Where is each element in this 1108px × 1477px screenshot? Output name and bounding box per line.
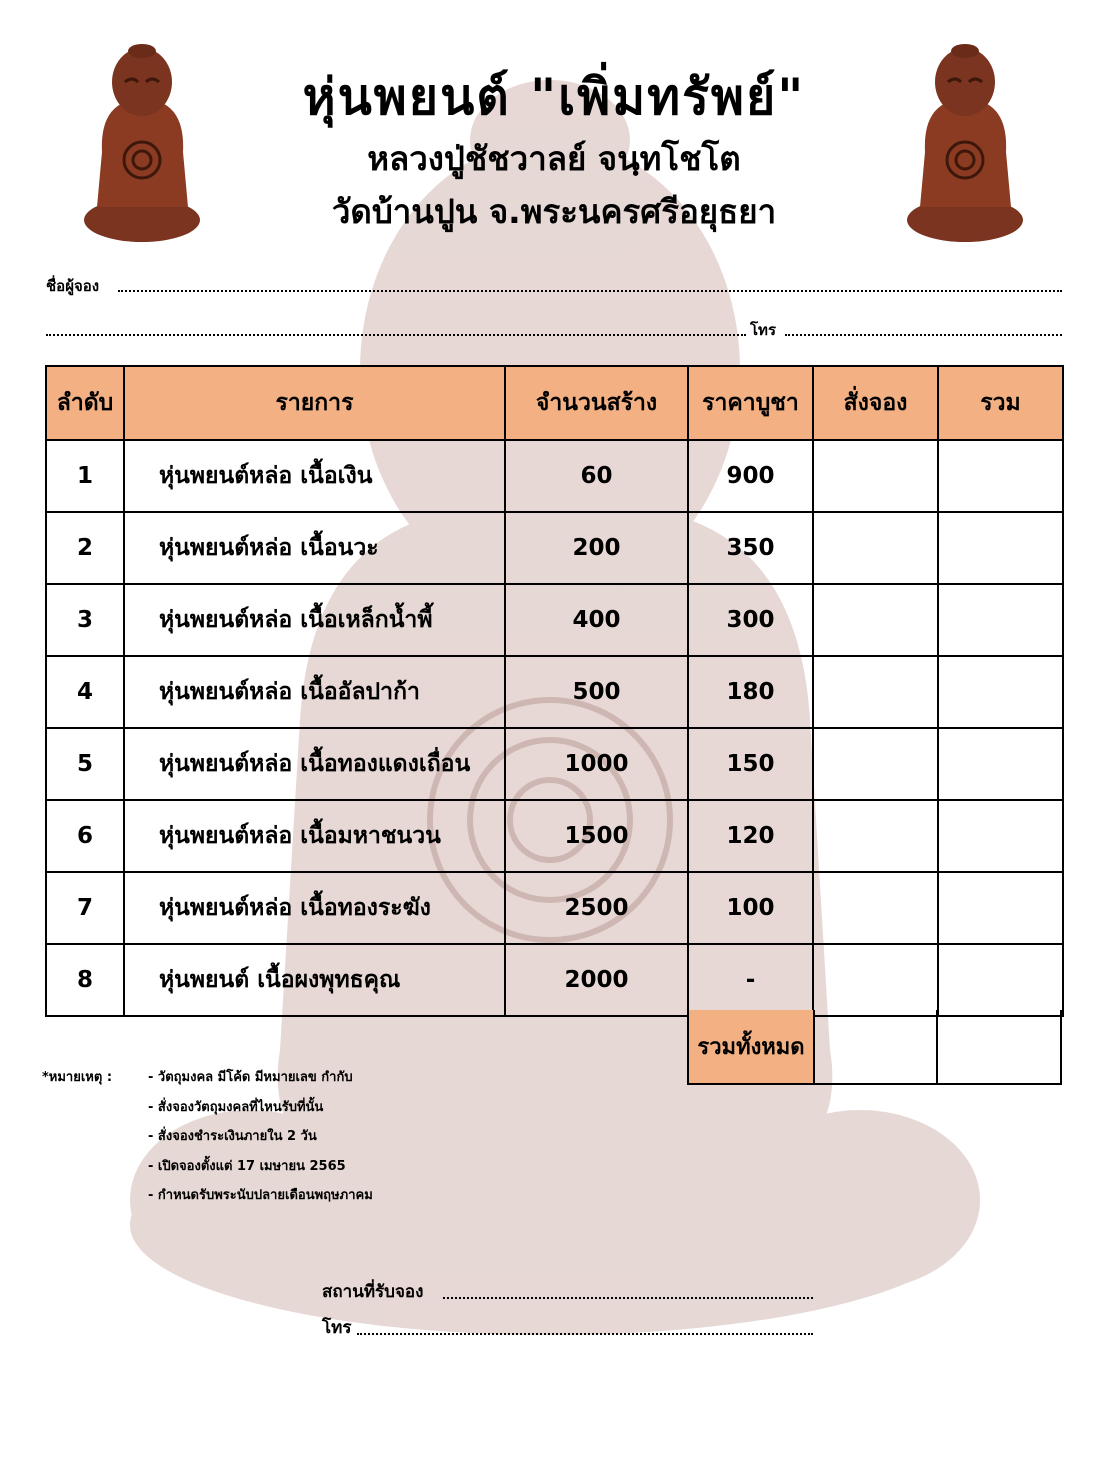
row-item: หุ่นพยนต์หล่อ เนื้อมหาชนวน — [124, 800, 505, 872]
phone-field[interactable] — [785, 334, 1062, 336]
row-no: 2 — [46, 512, 124, 584]
footer-phone-field[interactable] — [357, 1333, 813, 1335]
row-item: หุ่นพยนต์หล่อ เนื้อเงิน — [124, 440, 505, 512]
row-no: 8 — [46, 944, 124, 1016]
row-qty: 2500 — [505, 872, 688, 944]
notes-list — [148, 1066, 373, 1214]
row-no: 5 — [46, 728, 124, 800]
row-order-cell[interactable] — [813, 440, 938, 512]
name-label: ชื่อผู้จอง — [46, 277, 100, 295]
row-total-cell[interactable] — [938, 440, 1063, 512]
note-item: - สั่งจองชำระเงินภายใน 2 วัน — [148, 1129, 317, 1144]
row-price: - — [688, 944, 813, 1016]
row-item: หุ่นพยนต์หล่อ เนื้อทองแดงเถื่อน — [124, 728, 505, 800]
col-header-no: ลำดับ — [46, 366, 124, 440]
row-order-cell[interactable] — [813, 656, 938, 728]
note-item: - กำหนดรับพระนับปลายเดือนพฤษภาคม — [148, 1188, 373, 1203]
row-item: หุ่นพยนต์ เนื้อผงพุทธคุณ — [124, 944, 505, 1016]
row-price: 180 — [688, 656, 813, 728]
row-item: หุ่นพยนต์หล่อ เนื้อทองระฆัง — [124, 872, 505, 944]
note-item: - เปิดจองตั้งแต่ 17 เมษายน 2565 — [148, 1158, 346, 1174]
row-total-cell[interactable] — [938, 584, 1063, 656]
col-header-order: สั่งจอง — [813, 366, 938, 440]
notes-title: *หมายเหตุ : — [42, 1070, 113, 1085]
col-header-total: รวม — [938, 366, 1063, 440]
row-item: หุ่นพยนต์หล่อ เนื้ออัลปาก้า — [124, 656, 505, 728]
table-row — [46, 872, 1063, 944]
row-no: 1 — [46, 440, 124, 512]
row-no: 6 — [46, 800, 124, 872]
col-header-qty: จำนวนสร้าง — [505, 366, 688, 440]
row-price: 900 — [688, 440, 813, 512]
footer-phone-label: โทร — [322, 1318, 352, 1338]
row-price: 120 — [688, 800, 813, 872]
row-qty: 500 — [505, 656, 688, 728]
grand-total-order-cell[interactable] — [811, 1010, 938, 1085]
row-qty: 1500 — [505, 800, 688, 872]
row-total-cell[interactable] — [938, 944, 1063, 1016]
row-order-cell[interactable] — [813, 584, 938, 656]
row-no: 4 — [46, 656, 124, 728]
row-item: หุ่นพยนต์หล่อ เนื้อนวะ — [124, 512, 505, 584]
row-price: 300 — [688, 584, 813, 656]
table-row — [46, 584, 1063, 656]
row-qty: 2000 — [505, 944, 688, 1016]
row-price: 100 — [688, 872, 813, 944]
table-row — [46, 656, 1063, 728]
row-order-cell[interactable] — [813, 944, 938, 1016]
row-total-cell[interactable] — [938, 656, 1063, 728]
row-order-cell[interactable] — [813, 872, 938, 944]
row-qty: 1000 — [505, 728, 688, 800]
note-item: - วัตถุมงคล มีโค้ด มีหมายเลข กำกับ — [148, 1070, 353, 1085]
row-price: 350 — [688, 512, 813, 584]
row-total-cell[interactable] — [938, 872, 1063, 944]
row-qty: 60 — [505, 440, 688, 512]
row-total-cell[interactable] — [938, 728, 1063, 800]
name-field[interactable] — [118, 290, 1062, 292]
phone-label: โทร — [750, 321, 777, 339]
grand-total-label: รวมทั้งหมด — [687, 1010, 815, 1085]
row-qty: 200 — [505, 512, 688, 584]
page-title: หุ่นพยนต์ "เพิ่มทรัพย์" — [302, 68, 806, 126]
table-row — [46, 728, 1063, 800]
table-row — [46, 800, 1063, 872]
pickup-place-label: สถานที่รับจอง — [322, 1282, 424, 1302]
temple-name: วัดบ้านปูน จ.พระนครศรีอยุธยา — [331, 192, 777, 231]
row-no: 3 — [46, 584, 124, 656]
note-item: - สั่งจองวัตถุมงคลที่ไหนรับที่นั้น — [148, 1099, 324, 1115]
row-order-cell[interactable] — [813, 728, 938, 800]
address-field[interactable] — [46, 334, 746, 336]
table-row — [46, 512, 1063, 584]
order-table — [45, 365, 1064, 1017]
row-no: 7 — [46, 872, 124, 944]
row-item: หุ่นพยนต์หล่อ เนื้อเหล็กน้ำพี้ — [124, 584, 505, 656]
row-order-cell[interactable] — [813, 512, 938, 584]
table-row — [46, 440, 1063, 512]
row-qty: 400 — [505, 584, 688, 656]
grand-total-sum-cell[interactable] — [936, 1010, 1062, 1085]
monk-name: หลวงปู่ชัชวาลย์ จนฺทโชโต — [367, 139, 741, 178]
row-order-cell[interactable] — [813, 800, 938, 872]
row-price: 150 — [688, 728, 813, 800]
col-header-price: ราคาบูชา — [688, 366, 813, 440]
pickup-place-field[interactable] — [443, 1297, 813, 1299]
row-total-cell[interactable] — [938, 800, 1063, 872]
table-header-row — [46, 366, 1063, 440]
col-header-item: รายการ — [124, 366, 505, 440]
table-row — [46, 944, 1063, 1016]
row-total-cell[interactable] — [938, 512, 1063, 584]
